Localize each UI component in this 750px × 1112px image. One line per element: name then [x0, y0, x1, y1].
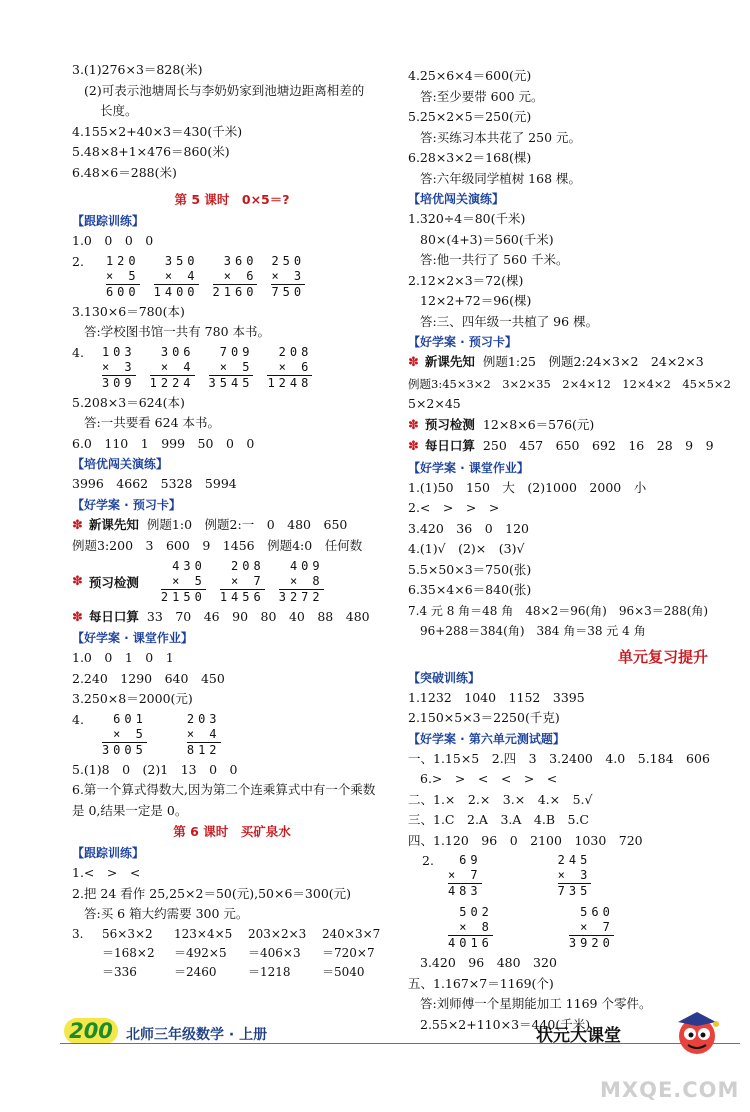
answer-line: 1.0 0 1 0 1: [72, 650, 174, 665]
vertical-mult: 502 × 8 4016: [448, 905, 493, 950]
answer-line: ✽ 新课先知 例题1:25 例题2:24×3×2 24×2×3: [408, 354, 704, 370]
answer-line: 6.第一个算式得数大,因为第二个连乘算式中有一个乘数: [72, 782, 376, 797]
answer-line: 例题3:45×3×2 3×2×35 2×4×12 12×4×2 45×5×2: [408, 376, 731, 391]
book-title: 北师三年级数学 · 上册: [126, 1027, 268, 1043]
answer-line: 5.5×50×3＝750(张): [408, 561, 532, 577]
flower-icon: ✽: [408, 439, 419, 454]
answer-line: 长度。: [100, 103, 138, 118]
calc-column: 123×4×5 ＝492×5 ＝2460: [174, 926, 233, 979]
answer-line: 答:至少要带 600 元。: [420, 88, 544, 104]
vertical-mult: 360 × 6 2160: [212, 253, 258, 299]
answer-line: 1.1232 1040 1152 3395: [408, 689, 585, 705]
answer-line: 5×2×45: [408, 396, 461, 411]
vertical-mult-group: [72, 345, 392, 391]
answer-line: 四、1.120 96 0 2100 1030 720: [408, 832, 643, 848]
answer-line: 三、1.C 2.A 3.A 4.B 5.C: [408, 812, 590, 827]
vertical-mult-group: [72, 559, 392, 605]
mascot-icon: [666, 1004, 728, 1066]
answer-line: 一、1.15×5 2.四 3 3.2400 4.0 5.184 606: [408, 750, 710, 766]
answer-line: 6.28×3×2＝168(棵): [408, 150, 532, 165]
answer-line: 二、1.× 2.× 3.× 4.× 5.√: [408, 791, 593, 807]
answer-line: 3.420 96 480 320: [420, 955, 557, 970]
answer-line: 80×(4+3)＝560(千米): [420, 231, 554, 247]
answer-line: ✽ 每日口算 33 70 46 90 80 40 88 480: [72, 608, 370, 625]
section-heading: 【好学案 · 课堂作业】: [408, 460, 529, 475]
question-number: 2.: [72, 253, 84, 269]
answer-line: 1.320÷4＝80(千米): [408, 211, 526, 226]
flower-icon: ✽: [72, 574, 83, 589]
answer-line: (2)可表示池塘周长与李奶奶家到池塘边距离相差的: [84, 82, 365, 98]
answer-line: 2.55×2+110×3＝440(千米): [420, 1016, 591, 1032]
answer-line: 5.(1)8 0 (2)1 13 0 0: [72, 761, 238, 777]
section-heading: 【培优闯关演练】: [408, 192, 505, 206]
answer-line: 2.< > > >: [408, 500, 500, 515]
answer-line: 1.(1)50 150 大 (2)1000 2000 小: [408, 479, 647, 495]
answer-line: 6.48×6＝288(米): [72, 164, 177, 180]
flower-icon: ✽: [408, 355, 419, 370]
left-column: [72, 60, 392, 982]
answer-line: 是 0,结果一定是 0。: [72, 802, 188, 818]
vertical-mult: 208 × 6 1248: [267, 344, 313, 390]
answer-line: 5.208×3＝624(本): [72, 394, 185, 410]
answer-line: 2.把 24 看作 25,25×2＝50(元),50×6＝300(元): [72, 885, 352, 901]
answer-line: 答:学校图书馆一共有 780 本书。: [84, 324, 271, 339]
answer-line: 4.155×2+40×3＝430(千米): [72, 123, 243, 139]
vertical-mult: 120 × 5 600: [105, 253, 140, 299]
calc-table: [72, 925, 392, 982]
section-heading: 【突破训练】: [408, 670, 481, 685]
unit-title: 单元复习提升: [617, 647, 708, 666]
label: 预习检测: [88, 574, 139, 590]
answer-line: 3.(1)276×3＝828(米): [72, 62, 203, 77]
answer-line: 五、1.167×7＝1169(个): [408, 975, 554, 991]
vertical-mult: 409 × 8 3272: [278, 558, 324, 604]
answer-line: 2.150×5×3＝2250(千克): [408, 710, 560, 725]
answer-line: 5.48×8+1×476＝860(米): [72, 144, 230, 159]
flower-icon: ✽: [72, 609, 83, 625]
answer-line: 3.420 36 0 120: [408, 520, 530, 536]
calc-column: 203×2×3 ＝406×3 ＝1218: [248, 926, 307, 979]
lesson-title: 第 5 课时 0×5＝?: [174, 192, 290, 207]
answer-line: 6.0 110 1 999 50 0 0: [72, 435, 255, 451]
question-number: 2.: [422, 853, 434, 868]
answer-line: ✽ 预习检测 12×8×6＝576(元): [408, 416, 595, 433]
answer-line: 2.12×2×3＝72(棵): [408, 272, 524, 288]
answer-line: 6.35×4×6＝840(张): [408, 582, 532, 597]
answer-line: 6.> > < < > <: [420, 771, 558, 786]
answer-line: 答:买 6 箱大约需要 300 元。: [84, 906, 249, 921]
answer-line: 7.4 元 8 角＝48 角 48×2＝96(角) 96×3＝288(角): [408, 603, 709, 618]
vertical-mult: 250 × 3 750: [271, 253, 306, 299]
section-heading: 【好学案 · 预习卡】: [408, 335, 517, 349]
vertical-mult-group: [408, 905, 708, 951]
answer-line: 5.25×2×5＝250(元): [408, 109, 532, 124]
answer-line: 2.240 1290 640 450: [72, 670, 225, 686]
answer-line: 答:买练习本共花了 250 元。: [420, 129, 582, 145]
answer-line: 1.< > <: [72, 865, 141, 880]
section-heading: 【好学案 · 课堂作业】: [72, 631, 193, 645]
answer-line: 答:刘师傅一个星期能加工 1169 个零件。: [420, 996, 652, 1011]
calc-column: 56×3×2 ＝168×2 ＝336: [102, 926, 155, 979]
brand-name: 状元大课堂: [536, 1026, 621, 1046]
section-heading: 【培优闯关演练】: [72, 457, 169, 471]
vertical-mult: 203 × 4 812: [186, 711, 221, 757]
answer-line: 3.130×6＝780(本): [72, 303, 185, 319]
vertical-mult: 103 × 3 309: [101, 344, 136, 390]
vertical-mult: 306 × 4 1224: [149, 344, 195, 390]
page-number: 200: [64, 1018, 118, 1044]
section-heading: 【好学案 · 预习卡】: [72, 497, 181, 512]
vertical-mult: 601 × 5 3005: [101, 711, 147, 757]
answer-line: 答:他一共行了 560 千米。: [420, 252, 569, 267]
question-number: 4.: [72, 711, 84, 727]
section-heading: 【好学案 · 第六单元测试题】: [408, 731, 565, 746]
watermark-text: MXQE.COM: [600, 1078, 740, 1102]
vertical-mult: 709 × 5 3545: [208, 344, 254, 390]
flower-icon: ✽: [72, 517, 83, 533]
answer-line: ✽ 每日口算 250 457 650 692 16 28 9 9: [408, 438, 714, 454]
footer-divider: [60, 1043, 740, 1044]
lesson-title: 第 6 课时 买矿泉水: [173, 824, 291, 839]
answer-line: ✽ 新课先知 例题1:0 例题2:一 0 480 650: [72, 516, 348, 533]
vertical-mult-group: [72, 254, 392, 300]
section-heading: 【跟踪训练】: [72, 846, 145, 860]
vertical-mult: 350 × 4 1400: [153, 253, 199, 299]
answer-line: 例题3:200 3 600 9 1456 例题4:0 任何数: [72, 538, 363, 553]
answer-line: 4.25×6×4＝600(元): [408, 68, 532, 83]
vertical-mult: 69 × 7 483: [447, 853, 482, 898]
vertical-mult: 560 × 7 3920: [568, 905, 614, 950]
section-heading: 【跟踪训练】: [72, 214, 145, 228]
answer-line: 12×2+72＝96(棵): [420, 293, 532, 308]
vertical-mult-group: [408, 853, 708, 899]
question-number: 4.: [72, 344, 84, 360]
vertical-mult: 245 × 3 735: [557, 853, 592, 898]
vertical-mult: 430 × 5 2150: [160, 558, 206, 604]
answer-line: 答:六年级同学植树 168 棵。: [420, 170, 582, 186]
answer-line: 答:三、四年级一共植了 96 棵。: [420, 313, 599, 329]
answer-line: 96+288＝384(角) 384 角＝38 元 4 角: [420, 624, 646, 638]
answer-line: 1.0 0 0 0: [72, 233, 154, 248]
vertical-mult: 208 × 7 1456: [219, 558, 265, 604]
question-number: 3.: [72, 926, 84, 941]
answer-line: 4.(1)√ (2)× (3)√: [408, 541, 525, 556]
flower-icon: ✽: [408, 417, 419, 433]
answer-line: 3996 4662 5328 5994: [72, 476, 237, 491]
right-column: [408, 66, 731, 1035]
answer-line: 3.250×8＝2000(元): [72, 691, 193, 706]
calc-column: 240×3×7 ＝720×7 ＝5040: [322, 926, 381, 979]
vertical-mult-group: [72, 712, 392, 758]
answer-line: 答:一共要看 624 本书。: [84, 415, 221, 430]
